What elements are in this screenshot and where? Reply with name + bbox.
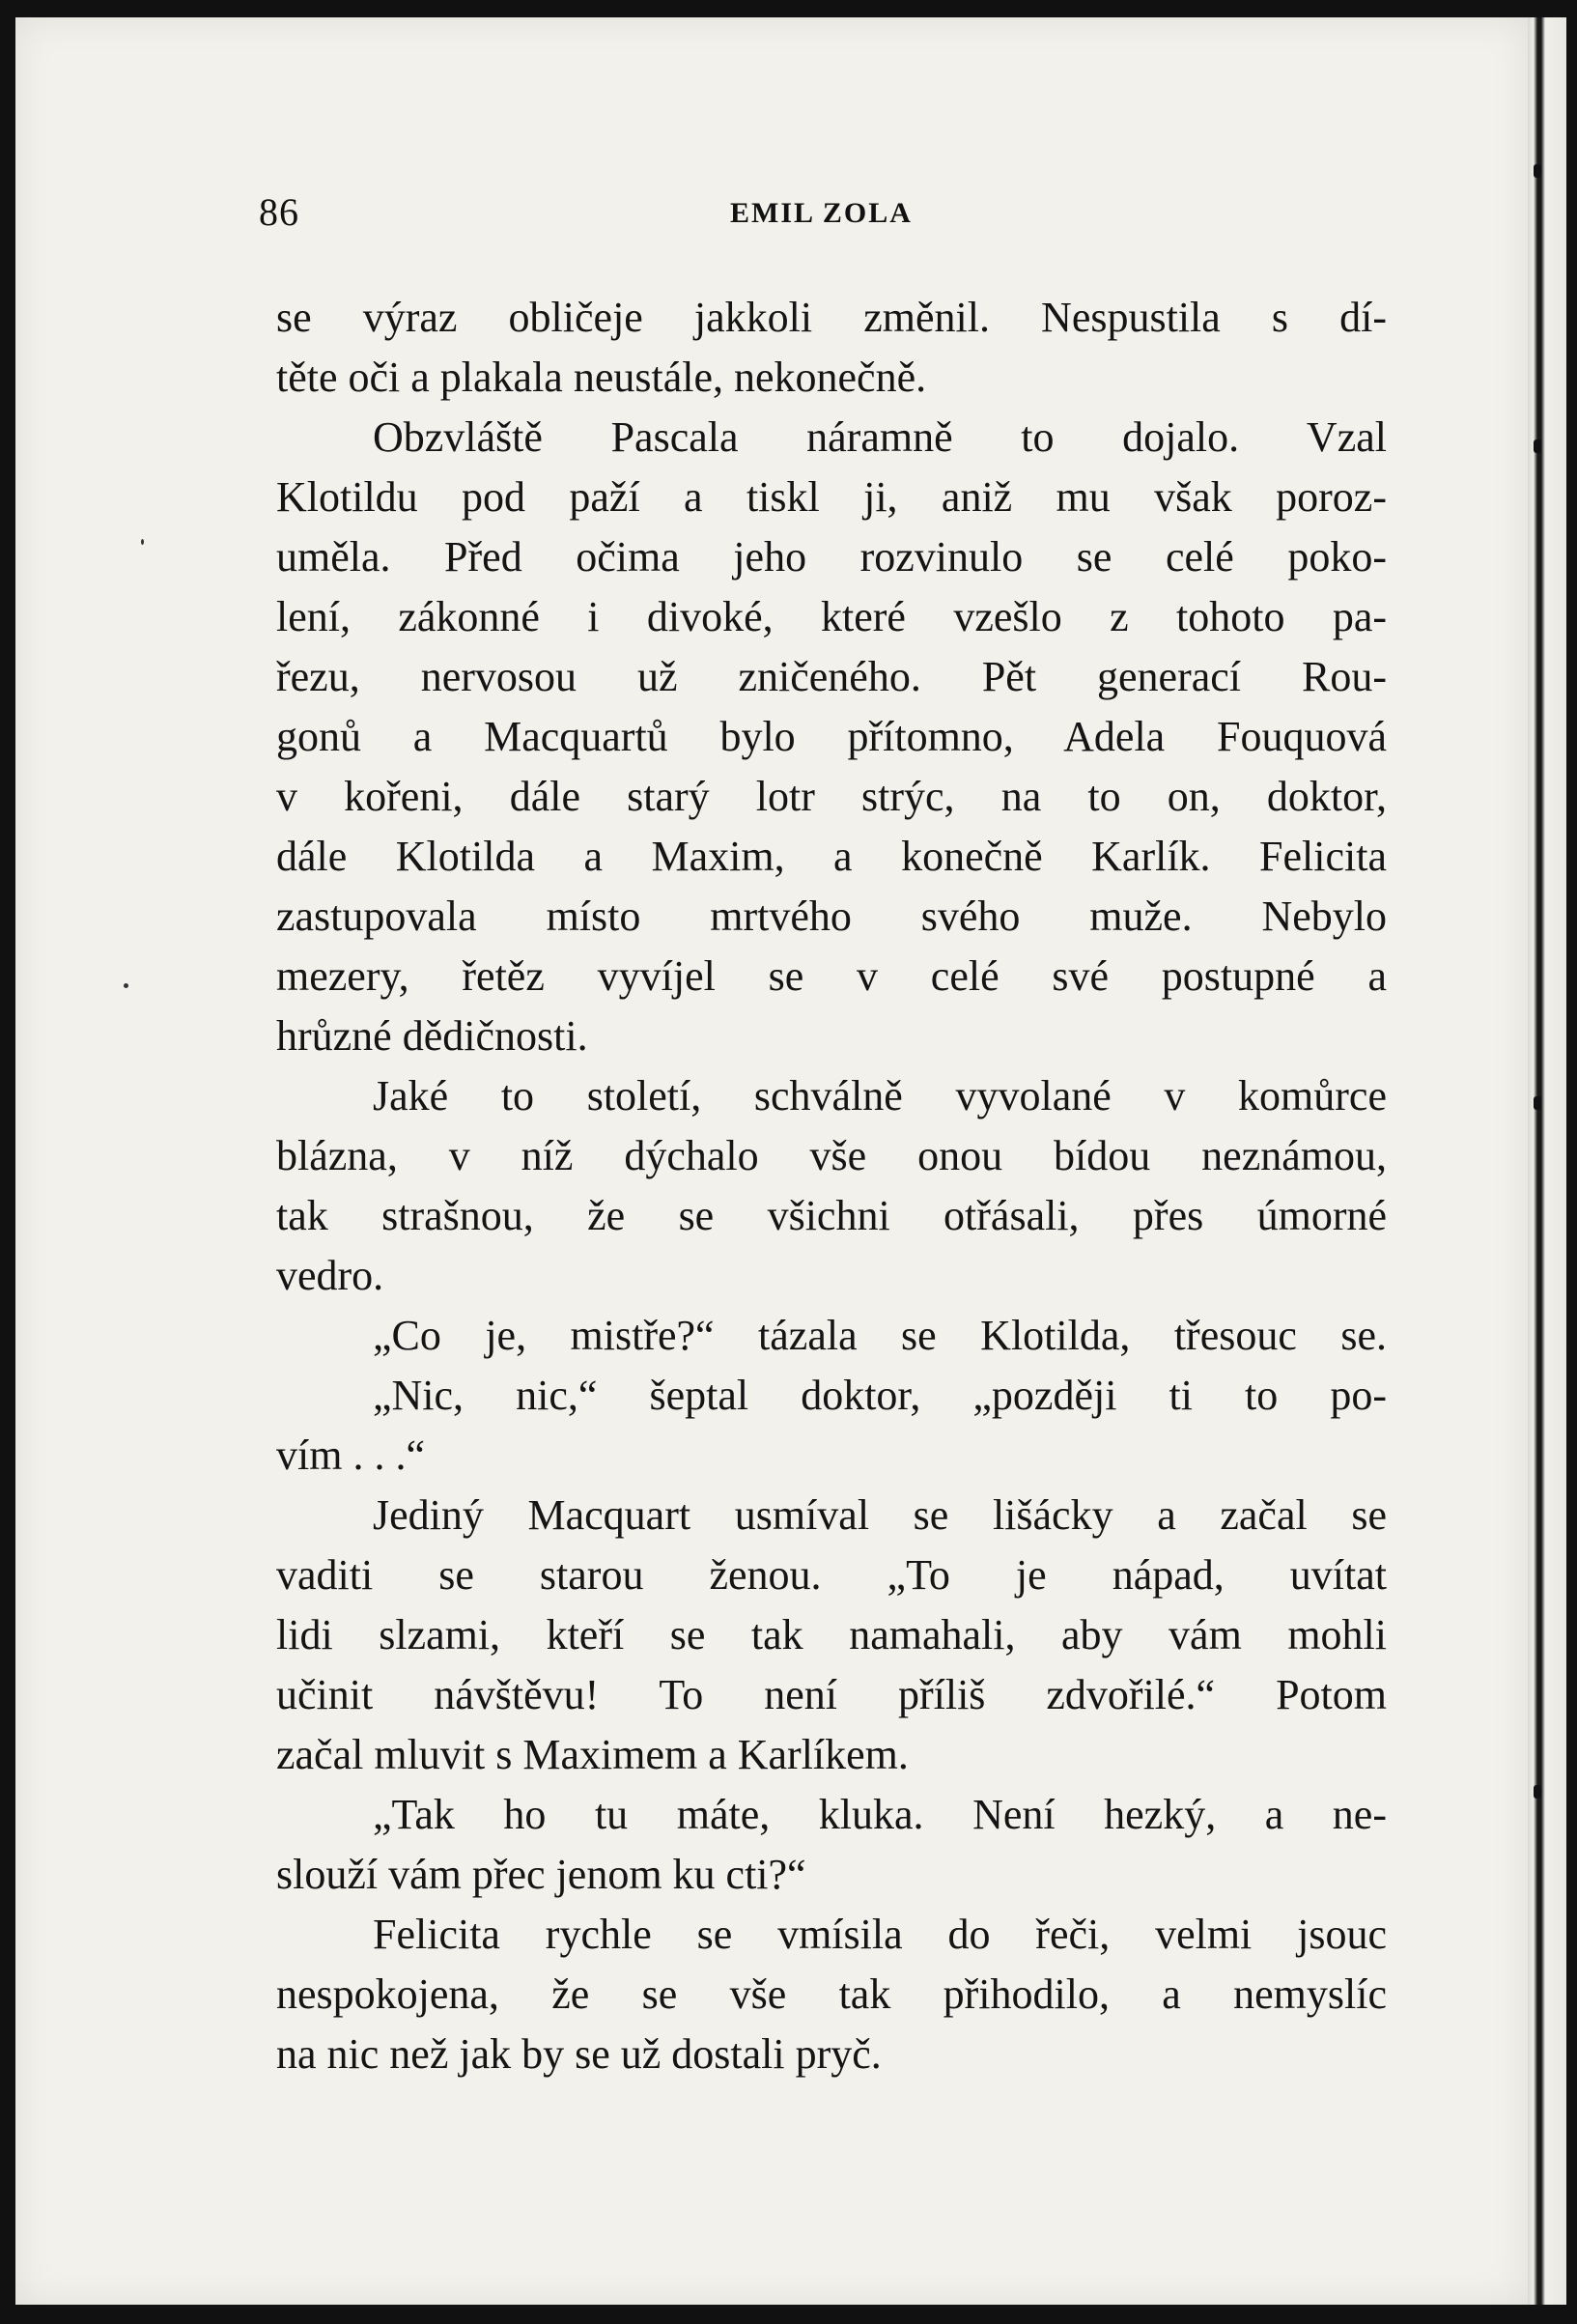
text-line: tak strašnou, že se všichni otřásali, přes úmorné	[276, 1192, 1387, 1239]
text-line: hrůzné dědičnosti.	[276, 1012, 588, 1060]
text-line: dále Klotilda a Maxim, a konečně Karlík. Felicita	[276, 833, 1387, 880]
text-line: gonů a Macquartů bylo přítomno, Adela Fouquová	[276, 713, 1387, 760]
edge-mark	[1534, 164, 1541, 178]
page-header	[15, 189, 1528, 238]
text-line: učinit návštěvu! To není příliš zdvořilé.“ Potom	[276, 1671, 1387, 1718]
text-line: se výraz obličeje jakkoli změnil. Nespustila s dí-	[276, 294, 1387, 341]
running-head: EMIL ZOLA	[730, 197, 913, 229]
text-line: nespokojena, že se vše tak přihodilo, a nemyslíc	[276, 1970, 1387, 2018]
edge-mark	[1534, 439, 1541, 453]
text-line: začal mluvit s Maximem a Karlíkem.	[276, 1731, 909, 1778]
edge-mark	[1534, 1785, 1541, 1799]
text-line: „Tak ho tu máte, kluka. Není hezký, a ne-	[373, 1791, 1387, 1838]
dust-speck	[124, 983, 128, 988]
text-line: „Co je, mistře?“ tázala se Klotilda, třesouc se.	[373, 1312, 1387, 1359]
adjacent-page-edge	[1528, 17, 1566, 2305]
body-text	[276, 288, 1387, 2084]
text-line: vedro.	[276, 1252, 384, 1299]
text-line: zastupovala místo mrtvého svého muže. Nebylo	[276, 893, 1387, 940]
text-line: na nic než jak by se už dostali pryč.	[276, 2030, 882, 2078]
text-line: vaditi se starou ženou. „To je nápad, uvítat	[276, 1551, 1387, 1599]
text-line: Jaké to století, schválně vyvolané v komůrce	[373, 1072, 1387, 1119]
text-line: Jediný Macquart usmíval se lišácky a začal se	[373, 1491, 1387, 1539]
page-number: 86	[259, 190, 299, 234]
text-line: Klotildu pod paží a tiskl ji, aniž mu však poroz-	[276, 473, 1387, 521]
text-line: Felicita rychle se vmísila do řeči, velmi jsouc	[373, 1911, 1387, 1958]
text-line: slouží vám přec jenom ku cti?“	[276, 1851, 806, 1898]
text-line: „Nic, nic,“ šeptal doktor, „později ti to po-	[373, 1372, 1387, 1419]
text-line: vím . . .“	[276, 1431, 425, 1479]
text-line: řezu, nervosou už zničeného. Pět generací Rou-	[276, 653, 1387, 700]
text-line: Obzvláště Pascala náramně to dojalo. Vzal	[373, 413, 1387, 461]
text-line: uměla. Před očima jeho rozvinulo se celé poko-	[276, 533, 1387, 581]
text-line: blázna, v níž dýchalo vše onou bídou neznámou,	[276, 1132, 1387, 1179]
edge-mark	[1534, 1096, 1541, 1110]
text-line: v kořeni, dále starý lotr strýc, na to on, doktor,	[276, 773, 1387, 820]
text-line: lení, zákonné i divoké, které vzešlo z tohoto pa-	[276, 593, 1387, 640]
dust-speck	[141, 539, 144, 545]
text-line: lidi slzami, kteří se tak namahali, aby vám mohli	[276, 1611, 1387, 1658]
text-line: mezery, řetěz vyvíjel se v celé své postupné a	[276, 952, 1387, 1000]
book-page	[15, 17, 1528, 2305]
text-line: těte oči a plakala neustále, nekonečně.	[276, 354, 927, 401]
